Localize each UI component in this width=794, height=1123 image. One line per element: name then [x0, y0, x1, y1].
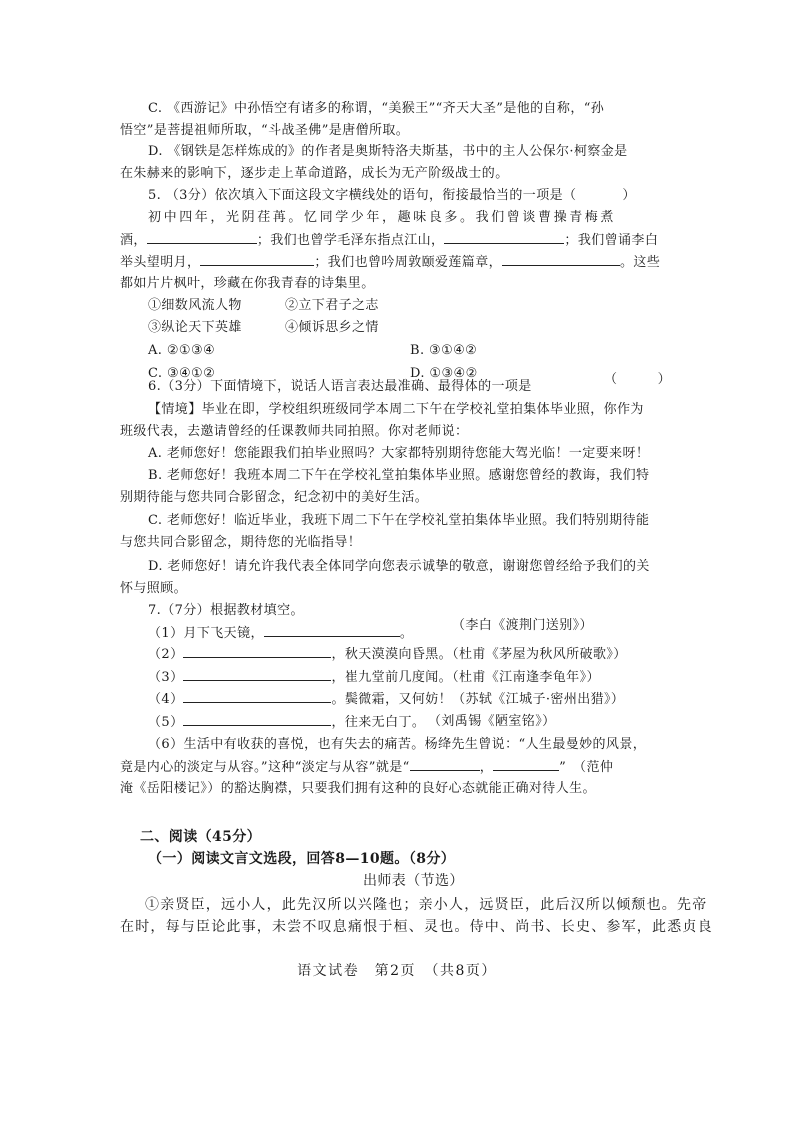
q6-option-b-line2: 别期待能与您共同合影留念，纪念初中的美好生活。: [120, 490, 429, 505]
q7-blank-4[interactable]: [183, 690, 331, 703]
q4-option-c-line2: 悟空”是菩提祖师所取，“斗战圣佛”是唐僧所取。: [120, 123, 410, 138]
q7-item5-b: ，往来无白丁。: [331, 715, 426, 730]
q5-choice-b[interactable]: B. ③①④②: [410, 343, 478, 358]
q5-option-3: ③纵论天下英雄: [148, 320, 242, 335]
section-title: 二、阅读（45分）: [140, 829, 262, 845]
q6-option-d-line2: 怀与照顾。: [120, 581, 188, 596]
q5-paragraph-line4: 都如片片枫叶，珍藏在你我青春的诗集里。: [120, 276, 375, 291]
q5-p2-b: ；我们也曾学毛泽东指点江山，: [256, 233, 445, 248]
q5-p2-a: 酒，: [120, 233, 147, 248]
q7-blank-6a[interactable]: [410, 758, 480, 771]
q5-stem-close: ）: [622, 188, 636, 203]
q7-item-6-line3: 淹《岳阳楼记》）的豁达胸襟，只要我们拥有这种的良好心态就能正确对待人生。: [120, 781, 596, 796]
q5-option-4: ④倾诉思乡之情: [285, 320, 379, 335]
q7-item4-b: 。鬓微霜，又何妨！（苏轼《江城子·密州出猎》）: [331, 692, 625, 707]
q7-blank-5[interactable]: [183, 713, 331, 726]
q7-item2-b: ，秋天漠漠向昏黑。（杜甫《茅屋为秋风所破歌》）: [331, 647, 627, 662]
q6-answer-paren[interactable]: （ ）: [604, 372, 672, 387]
q5-choice-d[interactable]: D. ①③④②: [410, 366, 478, 381]
q7-item6-c: ” （范仲: [559, 760, 614, 775]
q7-item1-b: 。: [399, 626, 414, 641]
passage-line1: ①亲贤臣，远小人，此先汉所以兴隆也；亲小人，远贤臣，此后汉所以倾颓也。先帝: [145, 897, 708, 913]
q7-item4-a: （4）: [148, 692, 184, 707]
q4-option-c-line1: C. 《西游记》中孙悟空有诸多的称谓，“美猴王”“齐天大圣”是他的自称，“孙: [148, 101, 605, 116]
q6-option-a[interactable]: A. 老师您好！您能跟我们拍毕业照吗？大家都特别期待您能大驾光临！一定要来呀！: [148, 446, 650, 461]
q5-p3-a: 举头望明月，: [120, 255, 201, 270]
q6-option-c-line2: 与您共同合影留念，期待您的光临指导！: [120, 535, 362, 550]
q5-choice-a[interactable]: A. ②①③④: [148, 343, 216, 358]
q7-item6-b: ，: [479, 760, 494, 775]
q4-option-d-line1: D. 《钢铁是怎样炼成的》的作者是奥斯特洛夫斯基，书中的主人公保尔·柯察金是: [148, 144, 628, 159]
q7-item-6-line2: [120, 758, 613, 777]
q5-p3-c: 。这些: [620, 255, 661, 270]
q5-blank-4[interactable]: [502, 253, 620, 266]
q5-option-2: ②立下君子之志: [285, 298, 379, 313]
passage-title: 出师表（节选）: [363, 873, 464, 889]
q7-item-1: [148, 624, 413, 643]
passage-line2: 在时，每与臣论此事，未尝不叹息痛恨于桓、灵也。侍中、尚书、长史、参军，此悉贞良: [120, 919, 713, 935]
q5-blank-1[interactable]: [147, 231, 257, 244]
q7-item-2: [148, 645, 627, 664]
q7-item1-source: （李白《渡荆门送别》）: [452, 618, 593, 633]
q7-item-3: [148, 668, 600, 687]
q5-stem-text: 5. （3分）依次填入下面这段文字横线处的语句，衔接最恰当的一项是（: [148, 188, 577, 203]
q7-item-4: [148, 690, 624, 709]
q5-paragraph-line2: [120, 231, 658, 250]
q7-item1-a: （1）月下飞天镜，: [148, 626, 264, 641]
q7-item2-a: （2）: [148, 647, 184, 662]
q6-stem: 6.（3分）下面情境下，说话人语言表达最准确、最得体的一项是: [148, 379, 532, 394]
q7-item3-b: ，崔九堂前几度闻。（杜甫《江南逢李龟年》）: [331, 670, 600, 685]
q4-option-d-line2: 在朱赫来的影响下，逐步走上革命道路，成长为无产阶级战士的。: [120, 166, 509, 181]
q5-p2-c: ；我们曾诵李白: [564, 233, 659, 248]
q6-option-b-line1[interactable]: B. 老师您好！我班本周二下午在学校礼堂拍集体毕业照。感谢您曾经的教诲，我们特: [148, 468, 650, 483]
q7-blank-3[interactable]: [183, 668, 331, 681]
q7-blank-2[interactable]: [183, 645, 331, 658]
q7-item5-source: （刘禹锡《陋室铭》）: [428, 714, 556, 729]
q6-context-line1: 【情境】毕业在即，学校组织班级同学本周二下午在学校礼堂拍集体毕业照，你作为: [148, 402, 644, 417]
q5-blank-2[interactable]: [444, 231, 564, 244]
q6-context-line2: 班级代表，去邀请曾经的任课教师共同拍照。你对老师说：: [120, 424, 469, 439]
q7-stem: 7.（7分）根据教材填空。: [148, 603, 304, 618]
q5-p3-b: ；我们也曾吟周敦颐爱莲篇章，: [314, 255, 503, 270]
q7-item-5: [148, 713, 425, 732]
q7-blank-1[interactable]: [264, 624, 400, 637]
q5-stem: [148, 187, 636, 205]
section-subtitle: （一）阅读文言文选段，回答8—10题。（8分）: [148, 851, 456, 867]
q5-paragraph-line3: [120, 253, 660, 272]
q5-paragraph-line1: 初中四年，光阴荏苒。忆同学少年，趣味良多。我们曾谈曹操青梅煮: [148, 210, 617, 225]
page-footer: 语文试卷 第2页 （共8页）: [297, 963, 497, 979]
q7-blank-6b[interactable]: [493, 758, 559, 771]
q7-item3-a: （3）: [148, 670, 184, 685]
q6-option-c-line1[interactable]: C. 老师您好！临近毕业，我班下周二下午在学校礼堂拍集体毕业照。我们特别期待能: [148, 513, 650, 528]
q7-item-6-line1: （6）生活中有收获的喜悦，也有失去的痛苦。杨绛先生曾说：“人生最曼妙的风景，: [148, 737, 647, 752]
q5-option-1: ①细数风流人物: [148, 298, 242, 313]
q5-blank-3[interactable]: [200, 253, 314, 266]
q7-item6-a: 竟是内心的淡定与从容。”这种“淡定与从容”就是“: [120, 760, 410, 775]
q5-choice-c[interactable]: C. ③④①②: [148, 366, 216, 381]
q7-item5-a: （5）: [148, 715, 184, 730]
q6-option-d-line1[interactable]: D. 老师您好！请允许我代表全体同学向您表示诚挚的敬意，谢谢您曾经给予我们的关: [148, 559, 650, 574]
